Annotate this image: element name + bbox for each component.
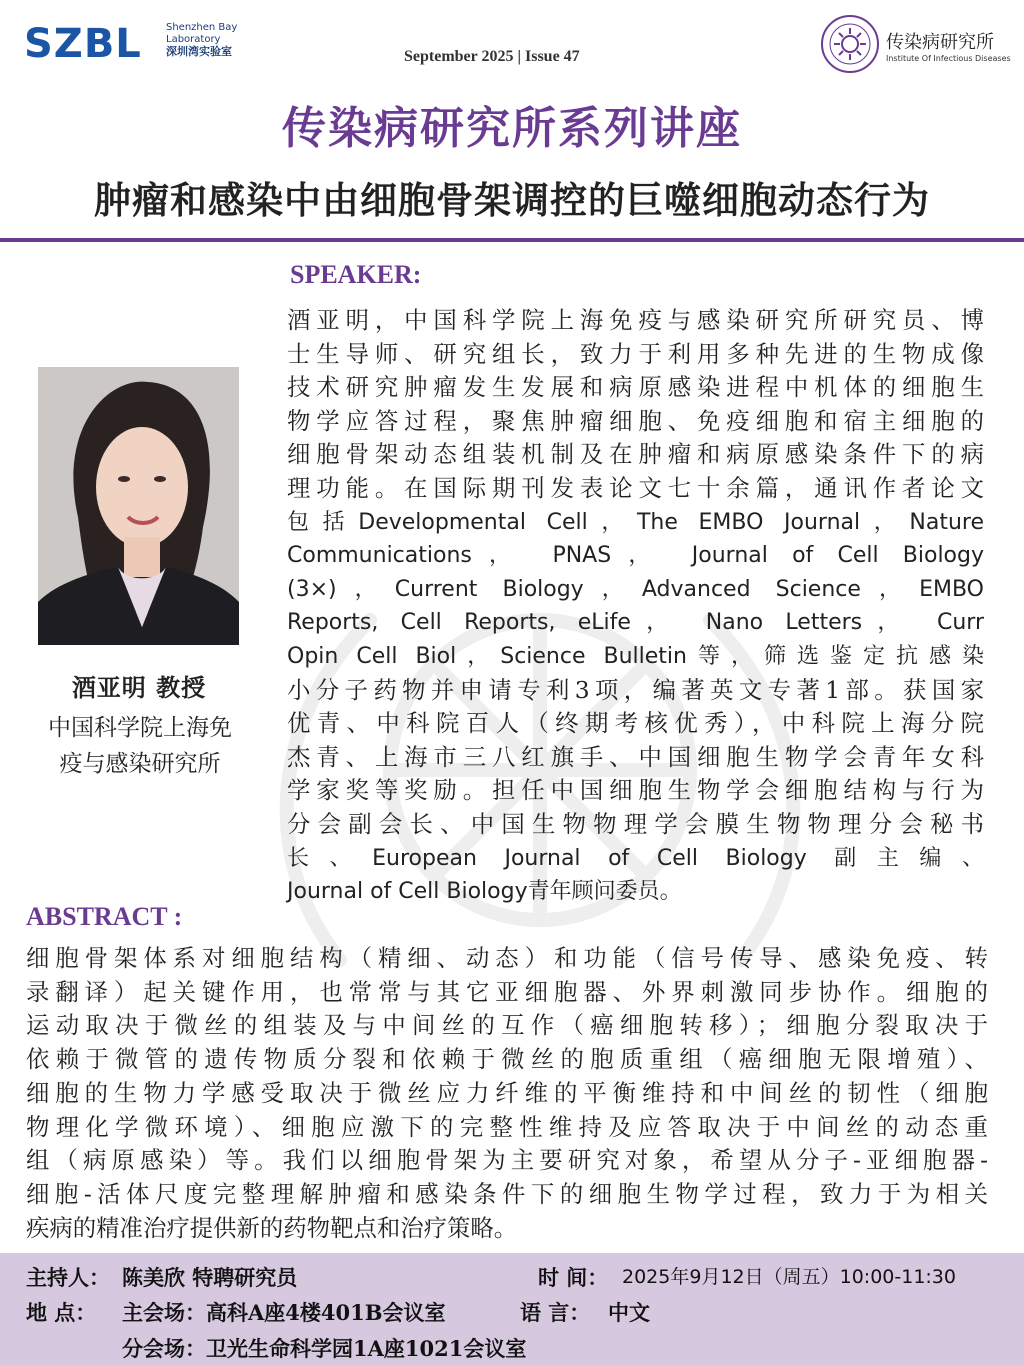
abstract-line: 细胞的生物力学感受取决于微丝应力纤维的平衡维持和中间丝的韧性（细胞 xyxy=(26,1078,988,1107)
abstract-body xyxy=(26,942,988,1245)
speaker-heading: SPEAKER: xyxy=(290,260,422,289)
abstract-line: 细胞-活体尺度完整理解肿瘤和感染条件下的细胞生物学过程，致力于为相关 xyxy=(26,1179,988,1208)
abstract-line: 组（病原感染）等。我们以细胞骨架为主要研究对象，希望从分子-亚细胞器- xyxy=(26,1146,988,1175)
bio-line: 物学应答过程，聚焦肿瘤细胞、免疫细胞和宿主细胞的 xyxy=(287,406,984,435)
szbl-en-line2: Laboratory xyxy=(166,34,221,45)
institute-logo xyxy=(820,14,1020,76)
bio-line: 酒亚明，中国科学院上海免疫与感染研究所研究员、博 xyxy=(287,306,984,334)
institute-seal-icon xyxy=(820,14,880,74)
bio-line: 长、European Journal of Cell Biology 副主编、 xyxy=(287,845,984,871)
abstract-line: 疾病的精准治疗提供新的药物靶点和治疗策略。 xyxy=(26,1213,518,1242)
affiliation-line: 疫与感染研究所 xyxy=(59,751,221,777)
abstract-line: 细胞骨架体系对细胞结构（精细、动态）和功能（信号传导、感染免疫、转 xyxy=(26,944,988,972)
affiliation-line: 中国科学院上海免 xyxy=(48,715,232,741)
bio-line: 分会副会长、中国生物物理学会膜生物物理分会秘书 xyxy=(287,809,984,838)
speaker-name: 酒亚明 教授 xyxy=(71,673,207,702)
bio-line: Opin Cell Biol，Science Bulletin等，筛选鉴定抗感染 xyxy=(287,643,984,669)
talk-title: 肿瘤和感染中由细胞骨架调控的巨噬细胞动态行为 xyxy=(94,178,930,222)
institute-name-cn: 传染病研究所 xyxy=(886,32,994,53)
abstract-heading: ABSTRACT : xyxy=(26,902,183,931)
institute-name-en: Institute Of Infectious Diseases xyxy=(886,54,1011,63)
language-label: 语 言： xyxy=(520,1300,591,1325)
abstract-line: 运动取决于微丝的组装及与中间丝的互作（癌细胞转移）；细胞分裂取决于 xyxy=(26,1011,988,1040)
event-info-footer xyxy=(0,1253,1024,1365)
bio-line: 技术研究肿瘤发生发展和病原感染进程中机体的细胞生 xyxy=(287,373,984,402)
szbl-logo xyxy=(24,22,244,66)
szbl-en-line1: Shenzhen Bay xyxy=(166,22,238,33)
host-value: 陈美欣 特聘研究员 xyxy=(122,1265,298,1290)
bio-line: 小分子药物并申请专利3项，编著英文专著1部。获国家 xyxy=(287,675,984,704)
szbl-cn: 深圳湾实验室 xyxy=(166,45,232,58)
bio-line: 士生导师、研究组长，致力于利用多种先进的生物成像 xyxy=(287,339,984,368)
bio-line: Journal of Cell Biology青年顾问委员。 xyxy=(287,879,682,905)
bio-line: 优青、中科院百人（终期考核优秀），中科院上海分院 xyxy=(287,709,984,738)
place-label: 地 点： xyxy=(26,1300,97,1325)
language-value: 中文 xyxy=(608,1300,650,1325)
bio-line: 细胞骨架动态组装机制及在肿瘤和病原感染条件下的病 xyxy=(287,440,984,469)
header-divider xyxy=(0,238,1024,242)
time-label: 时 间： xyxy=(538,1265,609,1290)
bio-line: 杰青、上海市三八红旗手、中国细胞生物学会青年女科 xyxy=(287,742,984,771)
abstract-line: 依赖于微管的遗传物质分裂和依赖于微丝的胞质重组（癌细胞无限增殖）、 xyxy=(26,1045,988,1074)
bio-line: (3×)，Current Biology，Advanced Science，EMBO xyxy=(287,576,984,602)
szbl-logo-text xyxy=(166,22,237,58)
main-venue: 主会场：高科A座4楼401B会议室 xyxy=(122,1300,446,1325)
bio-line: 理功能。在国际期刊发表论文七十余篇，通讯作者论文 xyxy=(287,473,984,502)
host-label: 主持人： xyxy=(26,1265,110,1290)
bio-line: 包括Developmental Cell，The EMBO Journal，Nature xyxy=(287,509,984,535)
szbl-wordmark: SZBL xyxy=(24,21,142,67)
time-value: 2025年9月12日（周五）10:00-11:30 xyxy=(622,1266,956,1288)
branch-venue: 分会场：卫光生命科学园1A座1021会议室 xyxy=(122,1336,527,1361)
issue-line: September 2025 | Issue 47 xyxy=(404,48,580,65)
speaker-bio xyxy=(287,304,984,909)
bio-line: 学家奖等奖励。担任中国细胞生物学会细胞结构与行为 xyxy=(287,776,984,805)
bio-line: Reports, Cell Reports, eLife， Nano Letters， Curr xyxy=(287,610,984,636)
abstract-line: 录翻译）起关键作用，也常常与其它亚细胞器、外界刺激同步协作。细胞的 xyxy=(26,977,988,1006)
series-title: 传染病研究所系列讲座 xyxy=(282,103,742,154)
abstract-line: 物理化学微环境）、细胞应激下的完整性维持及应答取决于中间丝的动态重 xyxy=(26,1112,988,1141)
bio-line: Communications， PNAS， Journal of Cell Biology xyxy=(287,543,984,569)
speaker-photo xyxy=(38,367,239,645)
speaker-affiliation xyxy=(18,710,262,782)
